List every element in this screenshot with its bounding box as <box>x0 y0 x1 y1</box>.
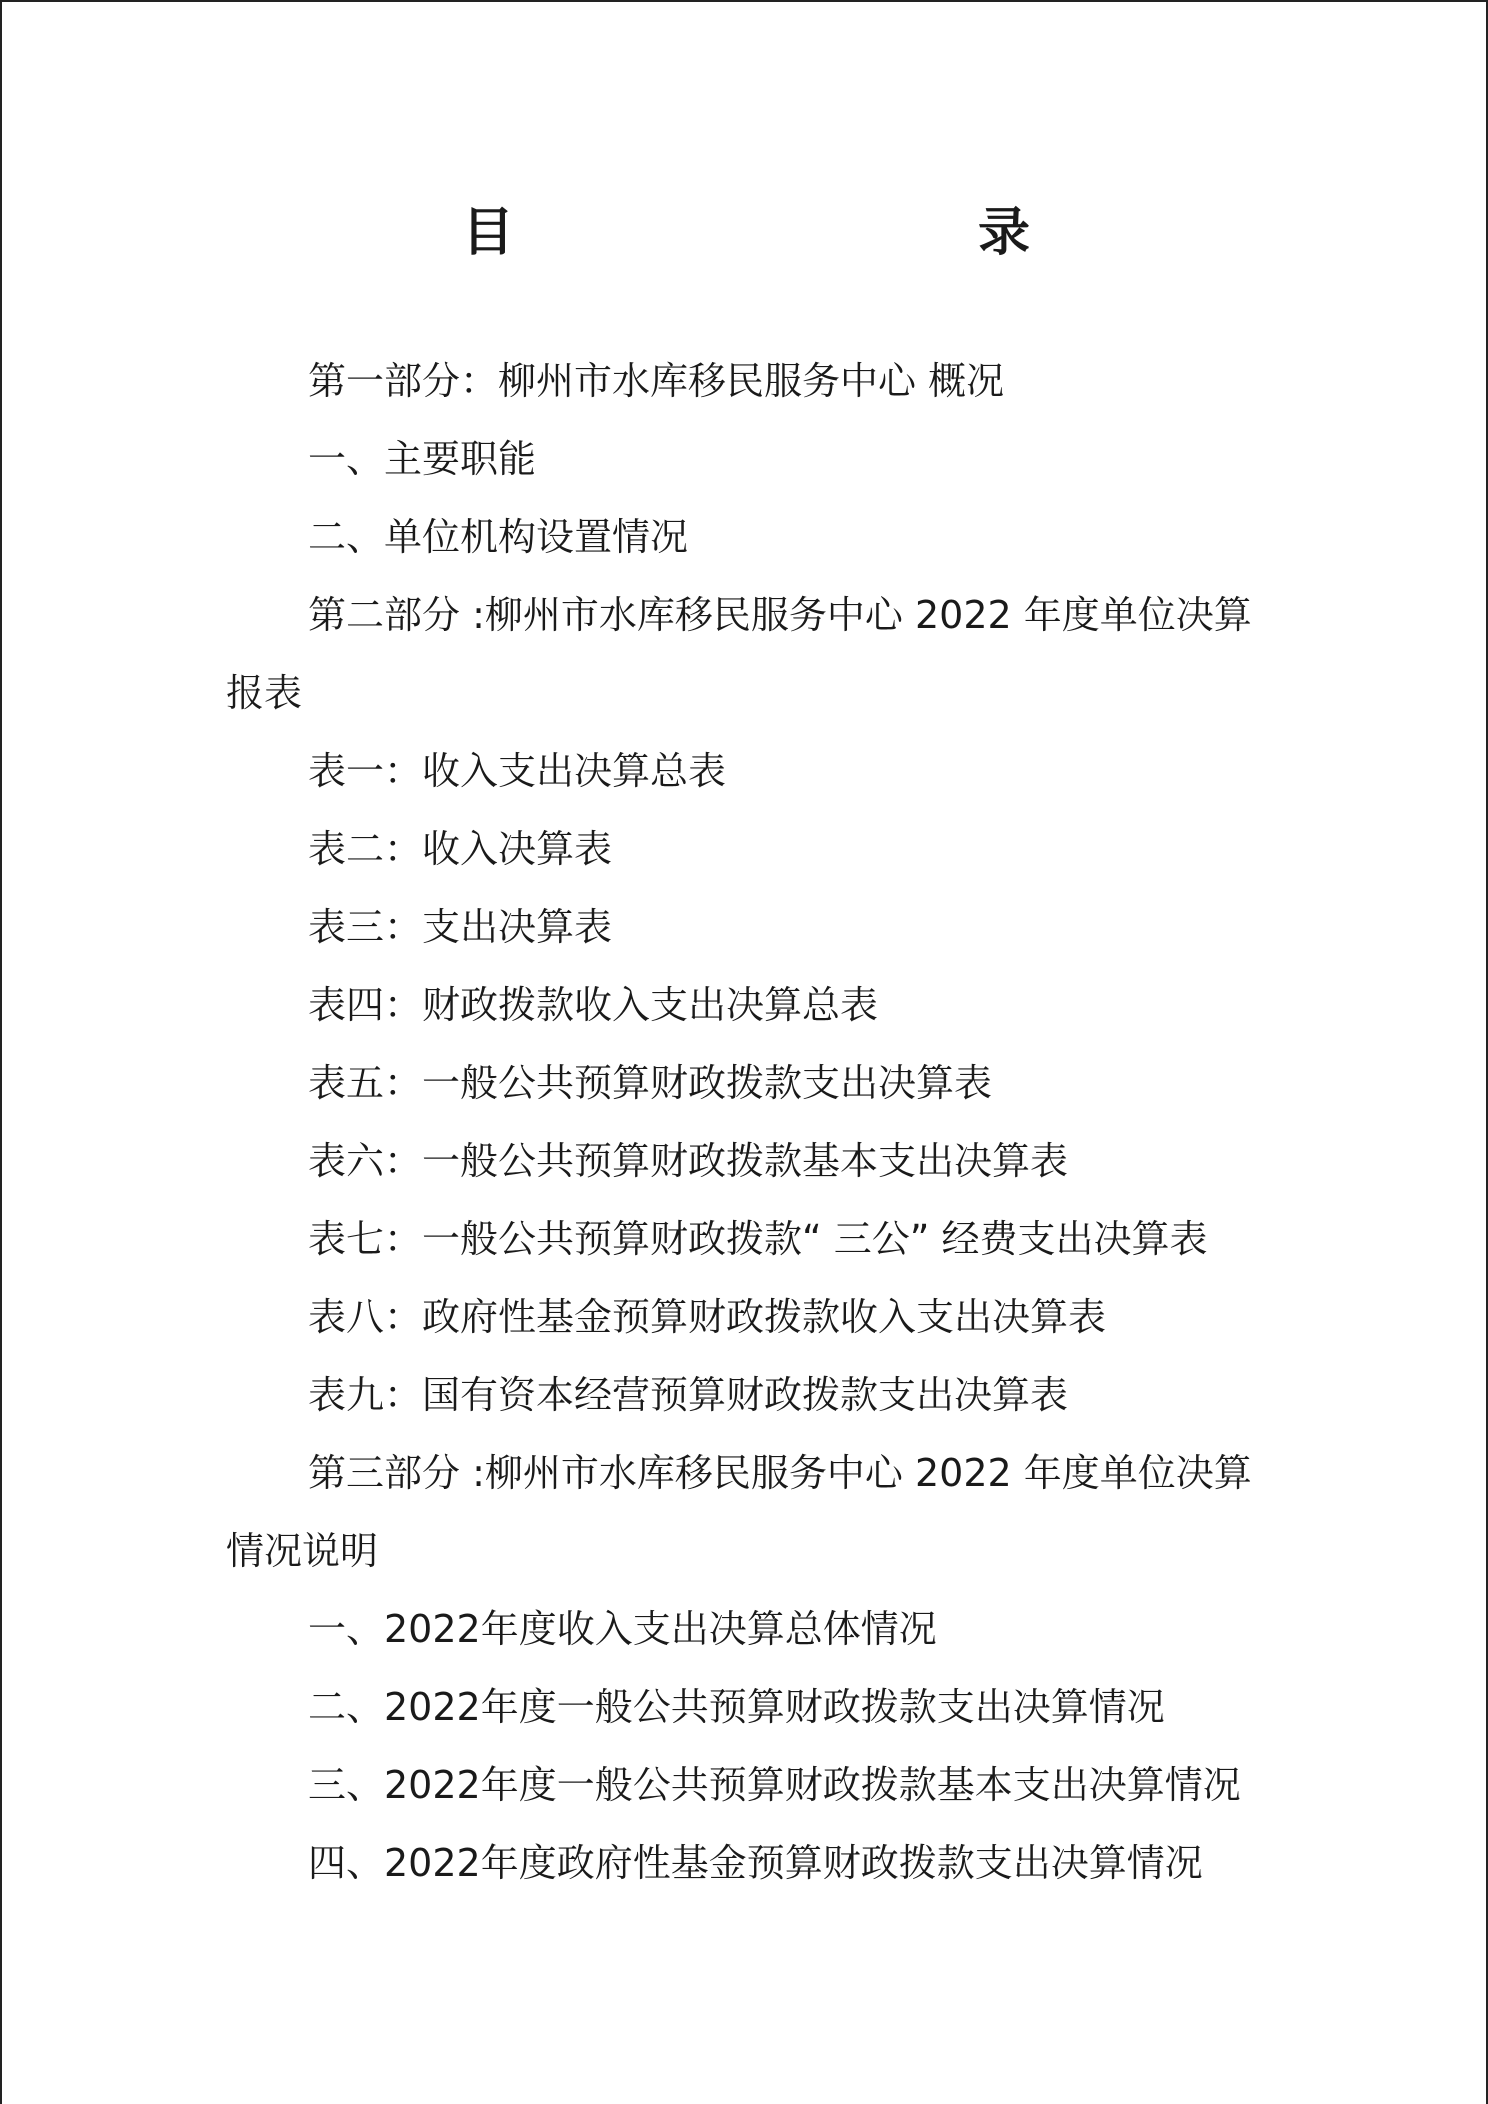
toc-line: 报表 <box>226 671 303 715</box>
toc-line: 表三：支出决算表 <box>308 905 613 949</box>
toc-line: 表二：收入决算表 <box>308 827 613 871</box>
toc-line: 表一：收入支出决算总表 <box>308 749 727 793</box>
toc-line: 表四：财政拨款收入支出决算总表 <box>308 983 879 1027</box>
toc-line: 表九：国有资本经营预算财政拨款支出决算表 <box>308 1373 1069 1417</box>
toc-line: 一、主要职能 <box>308 437 537 481</box>
page-title: 目 录 <box>461 203 1150 263</box>
toc-line: 第一部分：柳州市水库移民服务中心 概况 <box>308 359 1005 403</box>
toc-line: 四、2022年度政府性基金预算财政拨款支出决算情况 <box>308 1841 1203 1885</box>
toc-line: 情况说明 <box>226 1529 379 1573</box>
toc-line: 表八：政府性基金预算财政拨款收入支出决算表 <box>308 1295 1107 1339</box>
table-of-contents <box>226 342 1266 1902</box>
toc-line: 二、2022年度一般公共预算财政拨款支出决算情况 <box>308 1685 1165 1729</box>
toc-line: 三、2022年度一般公共预算财政拨款基本支出决算情况 <box>308 1763 1241 1807</box>
toc-line: 表七：一般公共预算财政拨款“ 三公” 经费支出决算表 <box>308 1217 1208 1261</box>
toc-line: 二、单位机构设置情况 <box>308 515 689 559</box>
toc-line: 表五：一般公共预算财政拨款支出决算表 <box>308 1061 993 1105</box>
toc-line: 第三部分 :柳州市水库移民服务中心 2022 年度单位决算 <box>308 1451 1252 1495</box>
toc-line: 一、2022年度收入支出决算总体情况 <box>308 1607 937 1651</box>
toc-line: 第二部分 :柳州市水库移民服务中心 2022 年度单位决算 <box>308 593 1252 637</box>
toc-line: 表六：一般公共预算财政拨款基本支出决算表 <box>308 1139 1069 1183</box>
